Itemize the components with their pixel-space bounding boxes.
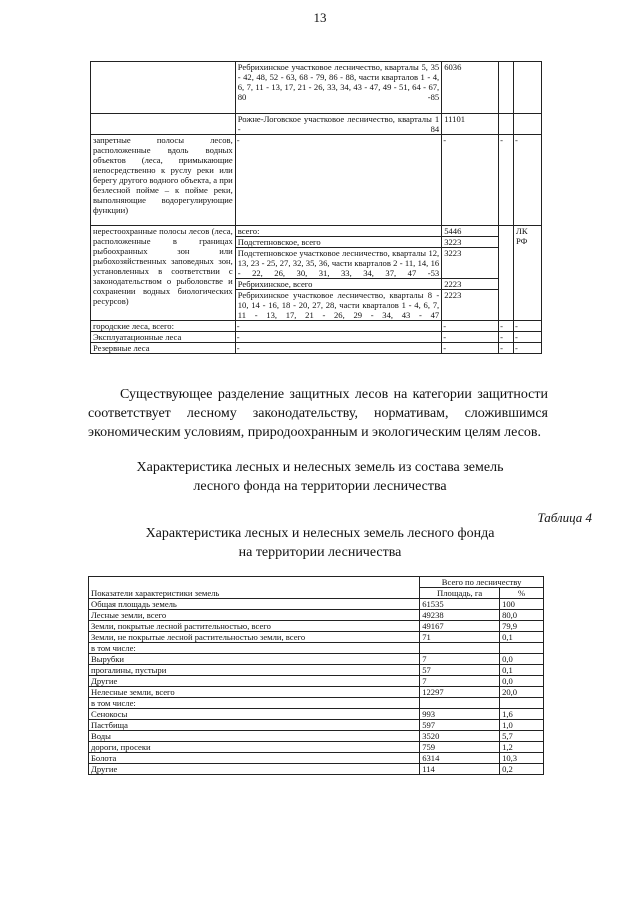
table-cell-area: 71 [420,632,500,643]
table-cell-label: Земли, не покрытые лесной растительностью земли, всего [89,632,420,643]
table-cell-label: Воды [89,731,420,742]
table-cell: Резервные леса [91,343,236,354]
table-cell-pct: 79,9 [500,621,544,632]
table-row [89,687,544,698]
table-title-line1: Характеристика лесных и нелесных земель лесного фонда [145,526,495,541]
table-cell: ЛК РФ [514,226,542,321]
table-cell-area: 3520 [420,731,500,742]
table-row [89,676,544,687]
table-row [89,720,544,731]
header-group: Всего по лесничеству [420,577,544,588]
table-cell: Ребрихинское, всего [235,279,441,290]
table-cell: 11101 [442,114,499,135]
table-row [89,621,544,632]
table-cell: - [235,321,441,332]
table-cell-label: Лесные земли, всего [89,610,420,621]
table-cell [514,62,542,114]
table-cell: - [442,343,499,354]
table-cell: Подстепновское участковое лесничество, кварталы 12, 13, 23 - 25, 27, 32, 35, 36, части кварталов 2 - 11, 14, 16 - 22, 26, 30, 31, 33, 34, 37, 47 -53 [235,248,441,279]
table-cell-area: 7 [420,654,500,665]
table-row [89,742,544,753]
header-indicator: Показатели характеристики земель [89,577,420,599]
table-cell-area: 49167 [420,621,500,632]
table-cell-label: Другие [89,676,420,687]
table-cell-pct: 1,6 [500,709,544,720]
table-cell-pct [500,698,544,709]
table-cell: 3223 [442,248,499,279]
table-cell: Ребрихинское участковое лесничество, кварталы 8 - 10, 14 - 16, 18 - 20, 27, 28, части кварталов 1 - 4, 6, 7, 11 - 13, 17, 21 - 26, 29 - 34, 43 - 47 [235,290,441,321]
table-cell-area [420,698,500,709]
table-cell: - [514,135,542,226]
table-cell-pct: 5,7 [500,731,544,742]
table-cell-label: дороги, просеки [89,742,420,753]
table-cell: - [235,135,441,226]
table-cell: 2223 [442,279,499,290]
table-cell [499,114,514,135]
table-cell-area: 597 [420,720,500,731]
table-cell: - [442,332,499,343]
section-heading-line1: Характеристика лесных и нелесных земель из состава земель [136,460,504,475]
table-cell-pct: 0,1 [500,665,544,676]
table-cell [499,226,514,321]
table-cell: - [235,343,441,354]
table-cell-area: 61535 [420,599,500,610]
table-cell-area: 7 [420,676,500,687]
table-cell-label: Болота [89,753,420,764]
table-cell: - [514,321,542,332]
table-cell-pct: 1,2 [500,742,544,753]
table-row [89,698,544,709]
table-row [91,62,542,114]
table-cell: - [514,343,542,354]
table-cell: 6036 [442,62,499,114]
table-cell: 5446 [442,226,499,237]
table-row [89,665,544,676]
table-cell: - [499,321,514,332]
table-row [89,654,544,665]
table-cell-label: в том числе: [89,698,420,709]
table-row [89,731,544,742]
table-cell: Рожне-Логовское участковое лесничество, кварталы 1 - 84 [235,114,441,135]
table-row [91,321,542,332]
table-cell: всего: [235,226,441,237]
land-characteristics-table [88,576,544,775]
table-cell: нерестоохранные полосы лесов (леса, расположенные в границах рыбоохранных зон или рыбохозяйственных заповедных зон, установленных в соответствии с законодательством о рыболовстве и сохранении водных биологических ресурсов) [91,226,236,321]
table-cell: городские леса, всего: [91,321,236,332]
table-cell-pct: 1,0 [500,720,544,731]
table-cell-pct: 10,3 [500,753,544,764]
table-cell-area [420,643,500,654]
table-cell: Подстепновское, всего [235,237,441,248]
protective-forests-table [90,61,542,354]
table-cell-label: Земли, покрытые лесной растительностью, всего [89,621,420,632]
table-cell-area: 12297 [420,687,500,698]
table-cell-area: 49238 [420,610,500,621]
table-cell [514,114,542,135]
table-cell-label: Нелесные земли, всего [89,687,420,698]
table-label: Таблица 4 [537,510,592,525]
table-cell: - [499,135,514,226]
section-heading-line2: лесного фонда на территории лесничества [193,479,447,494]
table-cell-pct: 80,0 [500,610,544,621]
table-cell-pct: 0,0 [500,676,544,687]
table-cell [91,114,236,135]
table-cell: - [235,332,441,343]
table-row [89,599,544,610]
table-cell-pct [500,643,544,654]
table-row [91,226,542,237]
table-row [89,709,544,720]
table-row [91,343,542,354]
table-cell-area: 6314 [420,753,500,764]
body-paragraph: Существующее разделение защитных лесов на категории защитности соответствует лесному законодательству, нормативам, сложившимся экономическим условиям, природоохранным и экологическим целям лесов. [88,387,548,440]
table-cell: - [499,332,514,343]
table-cell-label: Общая площадь земель [89,599,420,610]
table-cell-label: Сенокосы [89,709,420,720]
table-cell: 3223 [442,237,499,248]
table-cell-area: 759 [420,742,500,753]
table-row [91,332,542,343]
table-cell-area: 57 [420,665,500,676]
table-cell-label: Вырубки [89,654,420,665]
table-row [89,643,544,654]
table-cell [499,62,514,114]
table-row [91,114,542,135]
table-cell-label: Другие [89,764,420,775]
table-cell: - [442,321,499,332]
table-cell: запретные полосы лесов, расположенные вдоль водных объектов (леса, примыкающие непосредственно к руслу реки или берегу другого водного объекта, а при безлесной пойме – к пойме реки, выполняющие водорегулирующие функции) [91,135,236,226]
table-cell: 2223 [442,290,499,321]
table-cell [91,62,236,114]
table-cell-pct: 100 [500,599,544,610]
table-header-row [89,577,544,588]
header-percent: % [500,588,544,599]
table-row [89,753,544,764]
table-cell: Ребрихинское участковое лесничество, кварталы 5, 35 - 42, 48, 52 - 63, 68 - 79, 86 - 88, части кварталов 1 - 4, 6, 7, 11 - 13, 17, 21 - 26, 33, 34, 43 - 47, 49 - 51, 64 - 67, 80 -85 [235,62,441,114]
table-cell-area: 993 [420,709,500,720]
table-cell-area: 114 [420,764,500,775]
table-title-line2: на территории лесничества [238,545,402,560]
table-cell: - [442,135,499,226]
table-row [89,610,544,621]
table-cell-label: Пастбища [89,720,420,731]
table-cell-pct: 20,0 [500,687,544,698]
table-cell: Эксплуатационные леса [91,332,236,343]
table-cell-pct: 0,1 [500,632,544,643]
table-cell: - [499,343,514,354]
table-cell-label: прогалины, пустыри [89,665,420,676]
table-row [89,632,544,643]
table-cell: - [514,332,542,343]
table-row [91,135,542,226]
table-cell-pct: 0,2 [500,764,544,775]
table-row [89,764,544,775]
table-cell-pct: 0,0 [500,654,544,665]
table-cell-label: в том числе: [89,643,420,654]
page-number: 13 [313,10,327,25]
header-area: Площадь, га [420,588,500,599]
